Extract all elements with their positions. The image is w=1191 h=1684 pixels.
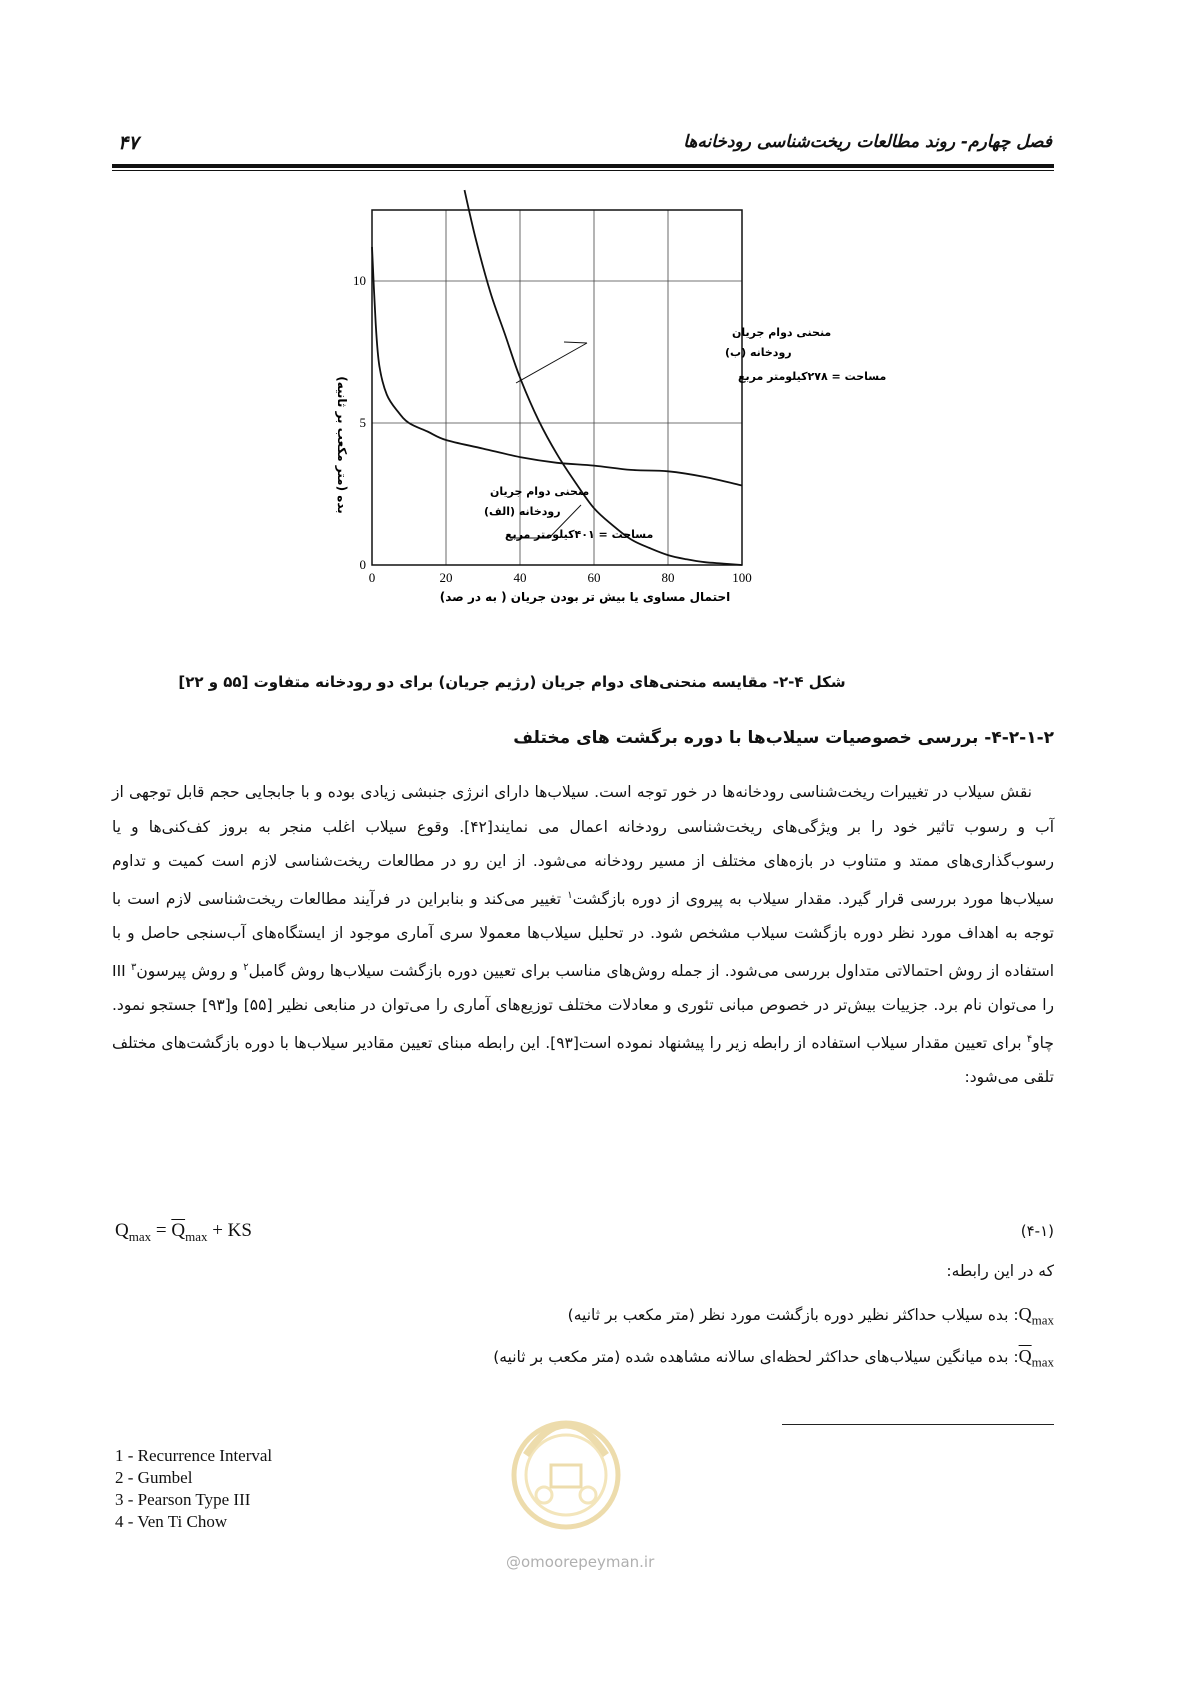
annotation-b-line3: مساحت = ۲۷۸کیلومتر مربع	[738, 370, 887, 383]
footnote-2: 2 - Gumbel	[115, 1468, 193, 1487]
eq-rhs-rest: + KS	[207, 1220, 252, 1241]
header-rule-thin	[112, 170, 1054, 171]
eq-lhs: Q	[115, 1220, 129, 1241]
header-rule-thick	[112, 164, 1054, 168]
def1-symbol	[1018, 1304, 1054, 1328]
x-tick-label: 0	[368, 570, 376, 585]
y-tick-label: 10	[353, 273, 366, 288]
paragraph-part-4: III را می‌توان نام برد. جزییات بیش‌تر در خصوص مبانی تئوری و معادلات مختلف توزیع‌های آماری را می‌توان در منابعی نظیر [۵۵] و[۹۳] جستجو نمود. چاو	[112, 961, 1054, 1052]
annotation-b-line2: رودخانه (ب)	[725, 346, 792, 359]
annotation-a-line2: رودخانه (الف)	[484, 505, 561, 518]
def1-sym: Q	[1018, 1304, 1032, 1324]
equation	[115, 1220, 252, 1245]
def2-symbol	[1018, 1346, 1054, 1370]
paragraph-part-1: نقش سیلاب در تغییرات ریخت‌شناسی رودخانه‌ها در خور توجه است. سیلاب‌ها دارای انرژی جنبشی زیادی بوده و با جابجایی حجم قابل توجهی از آب و رسوب تاثیر خود را بر ویژگی‌های ریخت‌شناسی رودخانه اعمال می نمایند[۴۲]. وقوع سیلاب اغلب منجر به بروز کف‌کنی‌ها و یا رسوب‌گذاری‌های ممتد و متناوب در بازه‌های مختلف از مسیر رودخانه می‌شود. از این رو در مطالعات ریخت‌شناسی لازم است کمیت و تداوم سیلاب‌ها مورد بررسی قرار گیرد. مقدار سیلاب به پیروی از دوره بازگشت	[112, 783, 1055, 908]
x-tick-label: 80	[661, 570, 675, 585]
eq-rhs-sub: max	[185, 1228, 208, 1244]
flow-duration-chart	[330, 205, 887, 665]
watermark-seal-icon	[506, 1395, 626, 1535]
annotation-a-line1: منحنی دوام جریان	[490, 485, 590, 498]
page-number: ۴۷	[118, 132, 139, 154]
running-title: فصل چهارم- روند مطالعات ریخت‌شناسی رودخانه‌ها	[683, 132, 1052, 152]
body-paragraph	[112, 775, 1054, 1095]
footnote-ref-4: ۴	[1026, 1033, 1033, 1045]
figure-caption: شکل ۴-۲- مقایسه منحنی‌های دوام جریان (رژیم جریان) برای دو رودخانه متفاوت [۵۵ و ۲۲]	[178, 673, 846, 691]
paragraph-part-5: برای تعیین مقدار سیلاب استفاده از رابطه زیر را پیشنهاد نموده است[۹۳]. این رابطه مبنای تعیین مقادیر سیلاب‌ها با دوره بازگشت‌های مختلف تلقی می‌شود:	[112, 1033, 1054, 1087]
watermark-site: @omoorepeyman.ir	[506, 1553, 655, 1571]
x-tick-label: 20	[439, 570, 453, 585]
def1-sub: max	[1031, 1312, 1054, 1328]
footnote-ref-1: ۱	[567, 889, 573, 901]
flow-duration-figure	[330, 205, 887, 665]
footnote-1: 1 - Recurrence Interval	[115, 1446, 273, 1465]
x-tick-label: 100	[732, 570, 752, 585]
footnote-ref-2: ۲	[243, 961, 249, 973]
footnote-rule	[782, 1424, 1054, 1425]
y-axis-label: بده (متر مکعب بر ثانیه)	[335, 376, 349, 514]
def2-sym: $\overline{Q}$	[1018, 1346, 1032, 1366]
y-tick-label: 0	[359, 557, 366, 572]
eq-lhs-sub: max	[128, 1228, 152, 1244]
def2-sub: max	[1031, 1354, 1054, 1370]
paragraph-part-2: تغییر می‌کند و بنابراین در فرآیند مطالعات ریخت‌شناسی لازم است با توجه به اهداف مورد نظر دوره بازگشت سیلاب مشخص شود. در تحلیل سیلاب‌ها معمولا سری آماری موجود از ایستگاه‌های آب‌سنجی حاصل و با استفاده از روش احتمالاتی متداول بررسی می‌شود. از جمله روش‌های مناسب برای تعیین دوره بازگشت سیلاب‌ها روش گامبل	[112, 889, 1055, 980]
page-header	[112, 128, 1052, 164]
paragraph-text	[112, 775, 1054, 1095]
paragraph-part-3: و روش پیرسون	[136, 961, 244, 980]
footnotes	[115, 1445, 272, 1533]
footnote-4: 4 - Ven Ti Chow	[115, 1512, 228, 1531]
def2-text: : بده میانگین سیلاب‌های حداکثر لحظه‌ای سالانه مشاهده شده (متر مکعب بر ثانیه)	[493, 1348, 1019, 1366]
eq-qbar: $\overline{Q}$	[171, 1220, 186, 1241]
x-tick-label: 60	[587, 570, 601, 585]
y-tick-label: 5	[359, 415, 366, 430]
section-heading: ۴-۲-۱-۲- بررسی خصوصیات سیلاب‌ها با دوره برگشت های مختلف	[513, 728, 1054, 748]
annotation-a-line3: مساحت = ۴۰۱کیلومتر مربع	[505, 528, 654, 541]
x-axis-label: احتمال مساوی یا بیش تر بودن جریان ( به در صد)	[439, 590, 731, 604]
definition-qmax-mean	[493, 1346, 1054, 1371]
definition-qmax	[568, 1304, 1054, 1329]
eq-equals: =	[151, 1220, 172, 1241]
x-tick-label: 40	[513, 570, 527, 585]
footnote-3: 3 - Pearson Type III	[115, 1490, 251, 1509]
footnote-ref-3: ۳	[130, 961, 137, 973]
def1-text: : بده سیلاب حداکثر نظیر دوره بازگشت مورد نظر (متر مکعب بر ثانیه)	[567, 1306, 1019, 1324]
where-intro: که در این رابطه:	[946, 1262, 1054, 1280]
annotation-b-line1: منحنی دوام جریان	[732, 326, 832, 339]
equation-number: (۴-۱)	[1020, 1222, 1054, 1240]
